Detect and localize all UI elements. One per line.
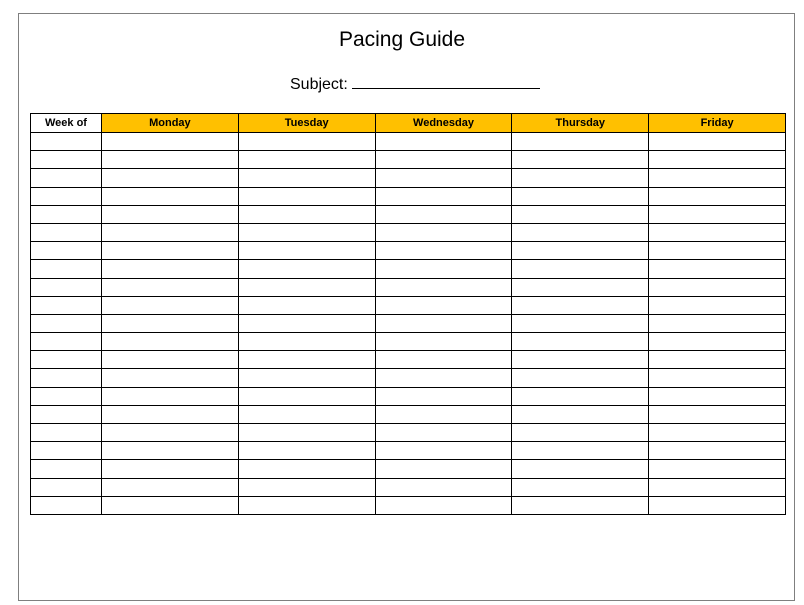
cell-tuesday[interactable]: [238, 242, 375, 260]
table-row: [31, 296, 786, 314]
cell-week-of[interactable]: [31, 405, 102, 423]
document-title: Pacing Guide: [338, 28, 466, 51]
cell-monday[interactable]: [102, 442, 239, 460]
cell-week-of[interactable]: [31, 205, 102, 223]
table-row: [31, 333, 786, 351]
cell-monday[interactable]: [102, 496, 239, 514]
cell-monday[interactable]: [102, 296, 239, 314]
cell-tuesday[interactable]: [238, 133, 375, 151]
cell-week-of[interactable]: [31, 260, 102, 278]
cell-wednesday[interactable]: [375, 242, 512, 260]
cell-tuesday[interactable]: [238, 314, 375, 332]
cell-friday[interactable]: [649, 442, 786, 460]
cell-wednesday[interactable]: [375, 278, 512, 296]
table-row: [31, 478, 786, 496]
cell-monday[interactable]: [102, 351, 239, 369]
header-wednesday: Wednesday: [375, 114, 512, 133]
table-row: [31, 405, 786, 423]
cell-wednesday[interactable]: [375, 387, 512, 405]
cell-monday[interactable]: [102, 242, 239, 260]
table-row: [31, 387, 786, 405]
cell-wednesday[interactable]: [375, 442, 512, 460]
cell-tuesday[interactable]: [238, 405, 375, 423]
cell-week-of[interactable]: [31, 424, 102, 442]
cell-tuesday[interactable]: [238, 351, 375, 369]
cell-thursday[interactable]: [512, 424, 649, 442]
cell-friday[interactable]: [649, 496, 786, 514]
cell-tuesday[interactable]: [238, 478, 375, 496]
cell-monday[interactable]: [102, 387, 239, 405]
pacing-table: [30, 113, 786, 515]
cell-friday[interactable]: [649, 242, 786, 260]
cell-week-of[interactable]: [31, 296, 102, 314]
cell-thursday[interactable]: [512, 205, 649, 223]
table-row: [31, 351, 786, 369]
cell-friday[interactable]: [649, 351, 786, 369]
table-row: [31, 278, 786, 296]
cell-friday[interactable]: [649, 187, 786, 205]
cell-wednesday[interactable]: [375, 424, 512, 442]
cell-thursday[interactable]: [512, 351, 649, 369]
cell-wednesday[interactable]: [375, 133, 512, 151]
table-row: [31, 223, 786, 241]
cell-week-of[interactable]: [31, 133, 102, 151]
subject-row: [290, 68, 540, 94]
cell-thursday[interactable]: [512, 223, 649, 241]
cell-thursday[interactable]: [512, 369, 649, 387]
cell-wednesday[interactable]: [375, 314, 512, 332]
cell-monday[interactable]: [102, 151, 239, 169]
cell-week-of[interactable]: [31, 442, 102, 460]
cell-wednesday[interactable]: [375, 496, 512, 514]
cell-monday[interactable]: [102, 333, 239, 351]
cell-tuesday[interactable]: [238, 369, 375, 387]
cell-week-of[interactable]: [31, 278, 102, 296]
cell-tuesday[interactable]: [238, 442, 375, 460]
cell-wednesday[interactable]: [375, 151, 512, 169]
cell-monday[interactable]: [102, 278, 239, 296]
cell-monday[interactable]: [102, 133, 239, 151]
cell-thursday[interactable]: [512, 151, 649, 169]
table-body: [31, 133, 786, 515]
cell-week-of[interactable]: [31, 351, 102, 369]
header-row: [31, 114, 786, 133]
cell-thursday[interactable]: [512, 242, 649, 260]
cell-friday[interactable]: [649, 424, 786, 442]
cell-tuesday[interactable]: [238, 296, 375, 314]
cell-week-of[interactable]: [31, 242, 102, 260]
header-tuesday: Tuesday: [238, 114, 375, 133]
cell-monday[interactable]: [102, 314, 239, 332]
subject-field[interactable]: [352, 68, 540, 89]
cell-monday[interactable]: [102, 424, 239, 442]
table-row: [31, 260, 786, 278]
cell-friday[interactable]: [649, 151, 786, 169]
cell-wednesday[interactable]: [375, 460, 512, 478]
cell-friday[interactable]: [649, 169, 786, 187]
subject-label: Subject:: [290, 76, 348, 93]
cell-tuesday[interactable]: [238, 387, 375, 405]
cell-friday[interactable]: [649, 478, 786, 496]
cell-wednesday[interactable]: [375, 187, 512, 205]
table-row: [31, 169, 786, 187]
cell-week-of[interactable]: [31, 478, 102, 496]
cell-thursday[interactable]: [512, 387, 649, 405]
header-monday: Monday: [102, 114, 239, 133]
cell-week-of[interactable]: [31, 369, 102, 387]
cell-tuesday[interactable]: [238, 496, 375, 514]
cell-thursday[interactable]: [512, 296, 649, 314]
cell-thursday[interactable]: [512, 460, 649, 478]
cell-thursday[interactable]: [512, 260, 649, 278]
table-row: [31, 442, 786, 460]
cell-monday[interactable]: [102, 187, 239, 205]
header-thursday: Thursday: [512, 114, 649, 133]
table-row: [31, 314, 786, 332]
cell-monday[interactable]: [102, 169, 239, 187]
cell-week-of[interactable]: [31, 333, 102, 351]
table-row: [31, 496, 786, 514]
header-friday: Friday: [649, 114, 786, 133]
cell-monday[interactable]: [102, 478, 239, 496]
cell-monday[interactable]: [102, 205, 239, 223]
cell-monday[interactable]: [102, 405, 239, 423]
table-row: [31, 133, 786, 151]
cell-friday[interactable]: [649, 369, 786, 387]
cell-wednesday[interactable]: [375, 351, 512, 369]
cell-tuesday[interactable]: [238, 424, 375, 442]
cell-friday[interactable]: [649, 205, 786, 223]
cell-friday[interactable]: [649, 260, 786, 278]
cell-thursday[interactable]: [512, 442, 649, 460]
cell-monday[interactable]: [102, 260, 239, 278]
cell-friday[interactable]: [649, 387, 786, 405]
cell-tuesday[interactable]: [238, 278, 375, 296]
cell-monday[interactable]: [102, 369, 239, 387]
table-row: [31, 369, 786, 387]
cell-thursday[interactable]: [512, 314, 649, 332]
cell-thursday[interactable]: [512, 405, 649, 423]
cell-friday[interactable]: [649, 296, 786, 314]
cell-thursday[interactable]: [512, 333, 649, 351]
cell-monday[interactable]: [102, 223, 239, 241]
cell-tuesday[interactable]: [238, 260, 375, 278]
cell-friday[interactable]: [649, 333, 786, 351]
cell-friday[interactable]: [649, 133, 786, 151]
cell-friday[interactable]: [649, 460, 786, 478]
cell-week-of[interactable]: [31, 314, 102, 332]
cell-week-of[interactable]: [31, 169, 102, 187]
cell-friday[interactable]: [649, 278, 786, 296]
cell-tuesday[interactable]: [238, 460, 375, 478]
cell-week-of[interactable]: [31, 387, 102, 405]
cell-week-of[interactable]: [31, 496, 102, 514]
cell-wednesday[interactable]: [375, 333, 512, 351]
cell-thursday[interactable]: [512, 478, 649, 496]
header-week-of: Week of: [31, 114, 102, 133]
cell-thursday[interactable]: [512, 133, 649, 151]
cell-week-of[interactable]: [31, 223, 102, 241]
table-row: [31, 187, 786, 205]
cell-tuesday[interactable]: [238, 333, 375, 351]
cell-wednesday[interactable]: [375, 369, 512, 387]
table-row: [31, 151, 786, 169]
table-row: [31, 424, 786, 442]
table-row: [31, 205, 786, 223]
cell-monday[interactable]: [102, 460, 239, 478]
table-row: [31, 460, 786, 478]
cell-friday[interactable]: [649, 405, 786, 423]
cell-wednesday[interactable]: [375, 205, 512, 223]
cell-week-of[interactable]: [31, 151, 102, 169]
table-row: [31, 242, 786, 260]
cell-tuesday[interactable]: [238, 169, 375, 187]
cell-week-of[interactable]: [31, 187, 102, 205]
cell-thursday[interactable]: [512, 496, 649, 514]
cell-tuesday[interactable]: [238, 223, 375, 241]
cell-friday[interactable]: [649, 314, 786, 332]
cell-tuesday[interactable]: [238, 151, 375, 169]
cell-wednesday[interactable]: [375, 223, 512, 241]
cell-wednesday[interactable]: [375, 405, 512, 423]
cell-wednesday[interactable]: [375, 260, 512, 278]
cell-thursday[interactable]: [512, 187, 649, 205]
cell-week-of[interactable]: [31, 460, 102, 478]
cell-thursday[interactable]: [512, 278, 649, 296]
cell-wednesday[interactable]: [375, 478, 512, 496]
cell-tuesday[interactable]: [238, 187, 375, 205]
cell-wednesday[interactable]: [375, 296, 512, 314]
cell-thursday[interactable]: [512, 169, 649, 187]
cell-tuesday[interactable]: [238, 205, 375, 223]
cell-friday[interactable]: [649, 223, 786, 241]
cell-wednesday[interactable]: [375, 169, 512, 187]
